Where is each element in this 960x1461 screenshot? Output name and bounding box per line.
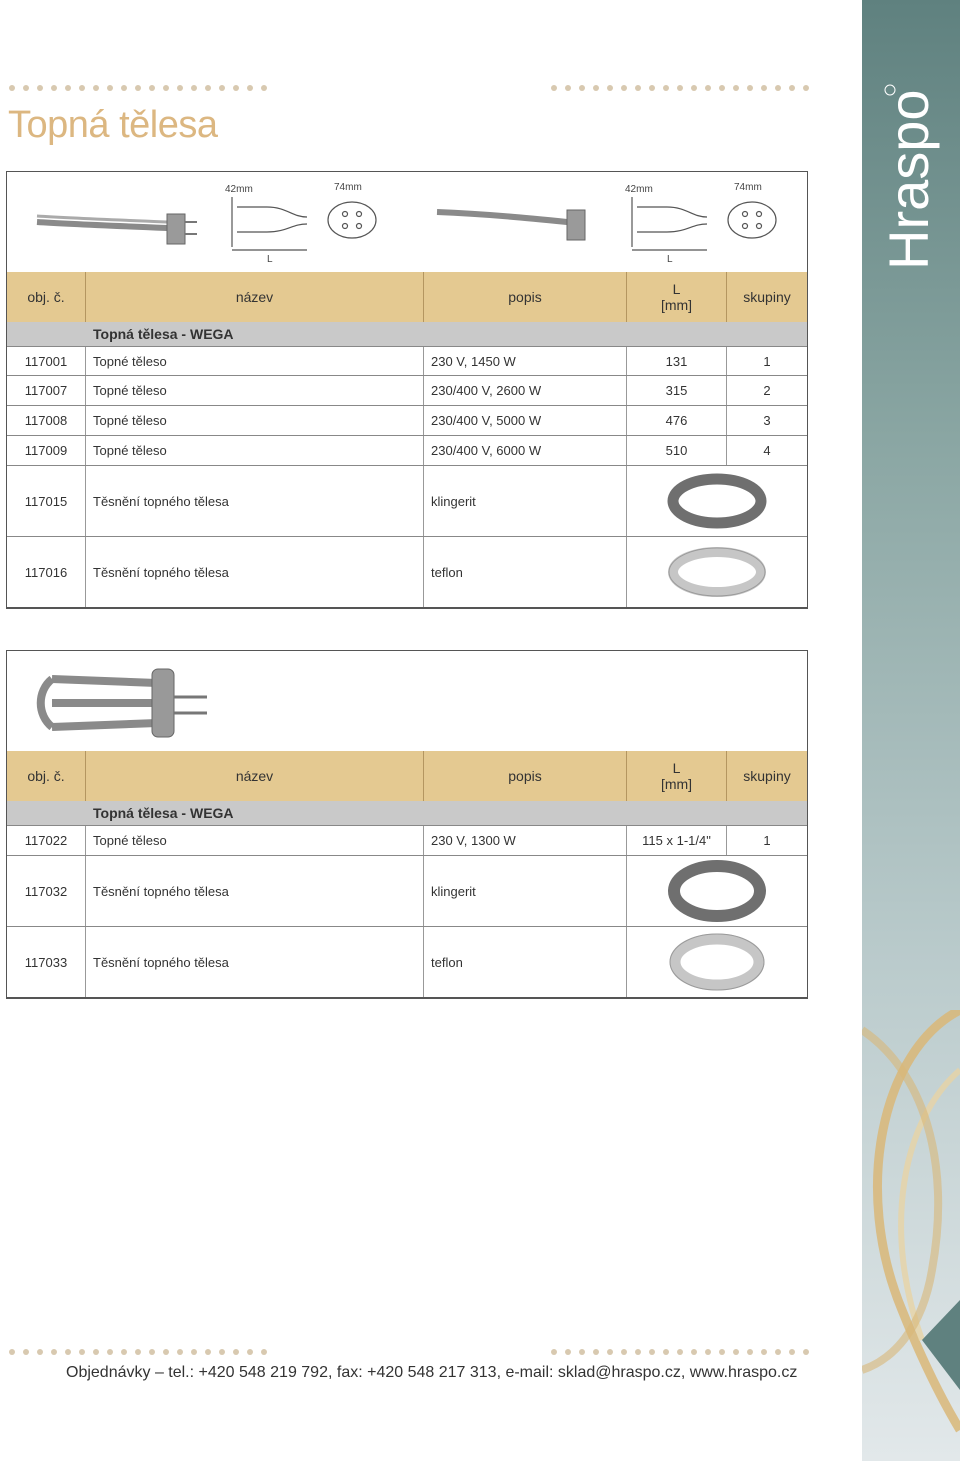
cell-obj: 117016 <box>7 537 86 607</box>
cell-popis: 230/400 V, 5000 W <box>424 406 627 435</box>
table-row <box>7 465 807 536</box>
seal-image-klingerit <box>627 466 807 536</box>
cell-popis: klingerit <box>424 466 627 536</box>
dim-label-74: 74mm <box>334 182 362 193</box>
footer-contact: Objednávky – tel.: +420 548 219 792, fax: +420 548 217 313, e-mail: sklad@hraspo.cz, www.hraspo.cz <box>66 1364 798 1381</box>
col-nazev: název <box>86 272 424 322</box>
cell-l: 115 x 1-1/4" <box>627 826 727 855</box>
col-l-line2: [mm] <box>660 297 693 313</box>
table-row <box>7 435 807 465</box>
cell-skupiny: 2 <box>763 383 771 398</box>
heating-element-photo <box>37 214 197 244</box>
cell-nazev: Topné těleso <box>86 347 424 375</box>
col-skupiny: skupiny <box>743 289 791 305</box>
cell-skupiny: 1 <box>763 833 771 848</box>
cell-nazev: Těsnění topného tělesa <box>86 856 424 926</box>
group-label: Topná tělesa - WEGA <box>93 326 234 342</box>
col-l-line1: L <box>672 281 681 297</box>
cell-nazev: Topné těleso <box>86 406 424 435</box>
bottom-right-dots <box>550 1348 810 1356</box>
cell-nazev: Topné těleso <box>86 376 424 405</box>
cell-popis: 230/400 V, 6000 W <box>424 436 627 465</box>
cell-obj: 117008 <box>7 406 86 435</box>
cell-l: 131 <box>627 347 727 375</box>
cell-popis: teflon <box>424 927 627 997</box>
cell-l: 476 <box>627 406 727 435</box>
col-l-line1: L <box>672 760 681 776</box>
cell-skupiny: 3 <box>763 413 771 428</box>
table-row <box>7 926 807 997</box>
dim-label-42-b: 42mm <box>625 184 653 195</box>
top-right-dots <box>550 84 810 92</box>
cell-nazev: Topné těleso <box>86 436 424 465</box>
top-left-dots <box>8 84 268 92</box>
brand-wordmark: Hraspo <box>877 89 940 270</box>
heating-element-photo-2 <box>7 651 267 751</box>
table-row <box>7 375 807 405</box>
cell-skupiny: 4 <box>763 443 771 458</box>
seal-image-teflon <box>627 537 807 607</box>
cell-popis: teflon <box>424 537 627 607</box>
col-l-line2: [mm] <box>660 776 693 792</box>
decorative-swirl <box>862 1010 960 1461</box>
product-table-2 <box>6 650 808 999</box>
table-row <box>7 346 807 375</box>
dim-label-L-b: L <box>667 254 673 265</box>
brand-logo <box>870 80 950 280</box>
col-l <box>627 272 727 322</box>
cell-obj: 117032 <box>7 856 86 926</box>
table-row <box>7 536 807 607</box>
table-header <box>7 751 807 801</box>
dim-label-L: L <box>267 254 273 265</box>
page-title: Topná tělesa <box>8 104 218 146</box>
cell-nazev: Topné těleso <box>86 826 424 855</box>
col-skupiny: skupiny <box>743 768 791 784</box>
cell-obj: 117009 <box>7 436 86 465</box>
bottom-left-dots <box>8 1348 268 1356</box>
cell-l: 510 <box>627 436 727 465</box>
cell-obj: 117007 <box>7 376 86 405</box>
cell-obj: 117033 <box>7 927 86 997</box>
seal-image-teflon <box>627 927 807 997</box>
dimension-drawing <box>225 182 376 265</box>
table-row <box>7 825 807 855</box>
cell-obj: 117022 <box>7 826 86 855</box>
col-popis: popis <box>424 751 627 801</box>
col-nazev: název <box>86 751 424 801</box>
col-popis: popis <box>424 272 627 322</box>
cell-popis: 230/400 V, 2600 W <box>424 376 627 405</box>
group-row <box>7 322 807 346</box>
cell-popis: 230 V, 1450 W <box>424 347 627 375</box>
cell-nazev: Těsnění topného tělesa <box>86 927 424 997</box>
heating-element-diagram <box>7 172 807 272</box>
cell-skupiny: 1 <box>763 353 771 369</box>
product-illustration-2 <box>7 651 807 751</box>
dim-label-74-b: 74mm <box>734 182 762 193</box>
cell-obj: 117015 <box>7 466 86 536</box>
cell-nazev: Těsnění topného tělesa <box>86 537 424 607</box>
product-illustration-1 <box>7 172 807 272</box>
dim-label-42: 42mm <box>225 184 253 195</box>
group-row <box>7 801 807 825</box>
cell-popis: klingerit <box>424 856 627 926</box>
cell-obj: 117001 <box>7 347 86 375</box>
col-obj: obj. č. <box>7 751 86 801</box>
table-row <box>7 405 807 435</box>
cell-l: 315 <box>627 376 727 405</box>
product-table-1 <box>6 171 808 609</box>
seal-image-klingerit <box>627 856 807 926</box>
table-header <box>7 272 807 322</box>
cell-nazev: Těsnění topného tělesa <box>86 466 424 536</box>
group-label: Topná tělesa - WEGA <box>93 805 234 821</box>
cell-popis: 230 V, 1300 W <box>424 826 627 855</box>
table-row <box>7 855 807 926</box>
col-l <box>627 751 727 801</box>
col-obj: obj. č. <box>7 272 86 322</box>
